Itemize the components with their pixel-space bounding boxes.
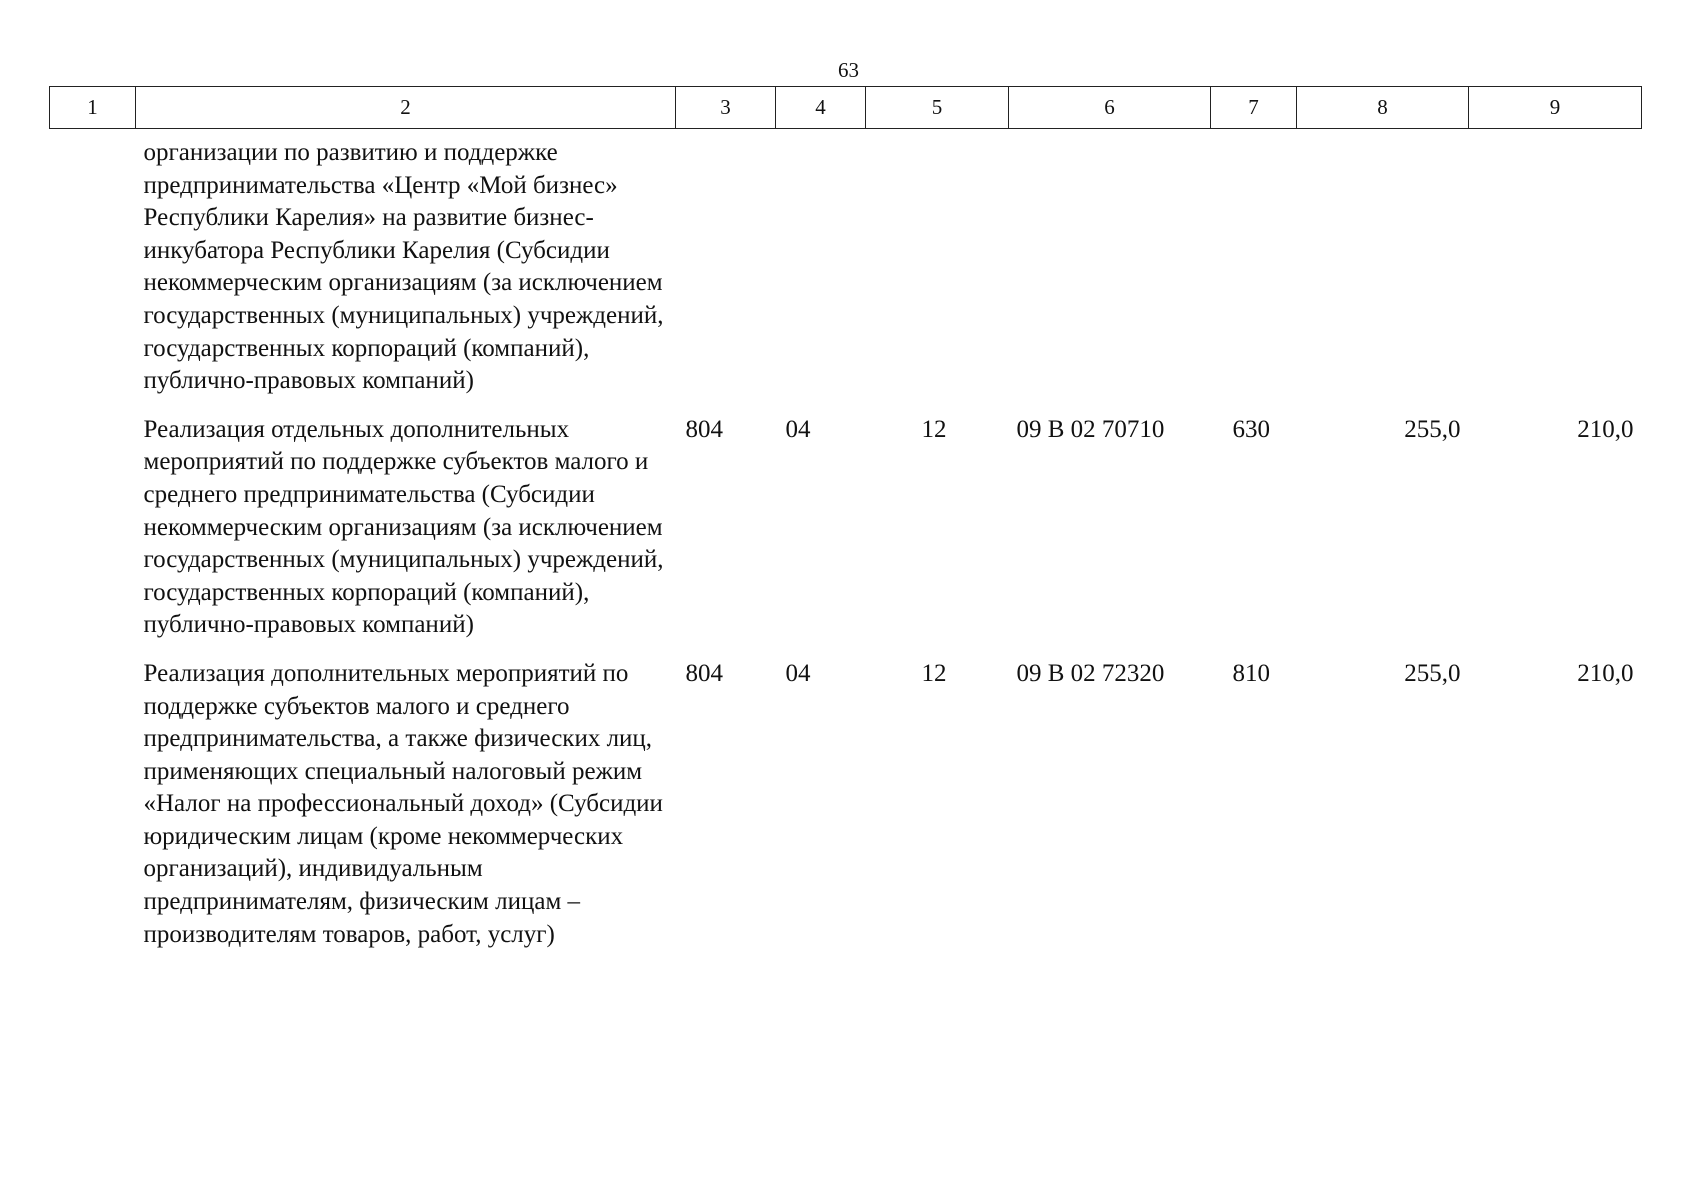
cell-amount-1: 255,0 — [1404, 415, 1461, 443]
cell-amount-1: 255,0 — [1404, 659, 1461, 687]
header-col-5: 5 — [866, 87, 1009, 129]
table-row — [50, 129, 1642, 412]
cell-target-article: 09 В 02 70710 — [1016, 415, 1165, 443]
cell-col-1 — [50, 412, 136, 656]
cell-section: 04 — [785, 659, 811, 687]
header-col-1: 1 — [50, 87, 136, 129]
table-header — [50, 87, 1642, 129]
header-col-8: 8 — [1297, 87, 1469, 129]
cell-amount-2: 210,0 — [1577, 415, 1634, 443]
cell-ministry-code: 804 — [685, 415, 723, 443]
cell-subsection: 12 — [921, 659, 947, 687]
header-col-6: 6 — [1009, 87, 1211, 129]
item-name: Реализация дополнительных мероприятий по поддержке субъектов малого и среднего предпринимательства, а также физических лиц, применяющих специальный налоговый режим «Налог на профессиональный доход» (Субсидии юридическим лицам (кроме некоммерческих организаций), индивидуальным предпринимателям, физическим лицам – производителям товаров, работ, услуг) — [143, 659, 663, 948]
table-row — [50, 656, 1642, 965]
cell-col-1 — [50, 656, 136, 965]
cell-col-1 — [50, 129, 136, 412]
cell-amount-1 — [1297, 129, 1469, 412]
budget-table — [49, 86, 1642, 965]
item-name: Реализация отдельных дополнительных мероприятий по поддержке субъектов малого и среднего предпринимательства (Субсидии некоммерческим организациям (за исключением государственных (муниципальных) учреждений, государственных корпораций (компаний), публично-правовых компаний) — [143, 415, 664, 639]
header-row — [50, 87, 1642, 129]
table-body — [50, 129, 1642, 966]
table-row — [50, 412, 1642, 656]
cell-amount-2 — [1469, 129, 1642, 412]
header-col-9: 9 — [1469, 87, 1642, 129]
item-name: организации по развитию и поддержке предпринимательства «Центр «Мой бизнес» Республики Карелия» на развитие бизнес-инкубатора Республики Карелия (Субсидии некоммерческим организациям (за исключением государственных (муниципальных) учреждений, государственных корпораций (компаний), публично-правовых компаний) — [143, 139, 664, 395]
cell-expense-type: 810 — [1232, 659, 1270, 687]
cell-ministry-code: 804 — [685, 659, 723, 687]
page-number: 63 — [838, 58, 859, 82]
cell-target-article: 09 В 02 72320 — [1016, 659, 1165, 687]
header-col-7: 7 — [1211, 87, 1297, 129]
cell-target-article — [1009, 129, 1211, 412]
cell-subsection — [866, 129, 1009, 412]
cell-ministry-code — [676, 129, 776, 412]
header-col-2: 2 — [136, 87, 676, 129]
cell-section: 04 — [785, 415, 811, 443]
cell-subsection: 12 — [921, 415, 947, 443]
header-col-3: 3 — [676, 87, 776, 129]
header-col-4: 4 — [776, 87, 866, 129]
cell-section — [776, 129, 866, 412]
cell-amount-2: 210,0 — [1577, 659, 1634, 687]
cell-expense-type — [1211, 129, 1297, 412]
cell-expense-type: 630 — [1232, 415, 1270, 443]
